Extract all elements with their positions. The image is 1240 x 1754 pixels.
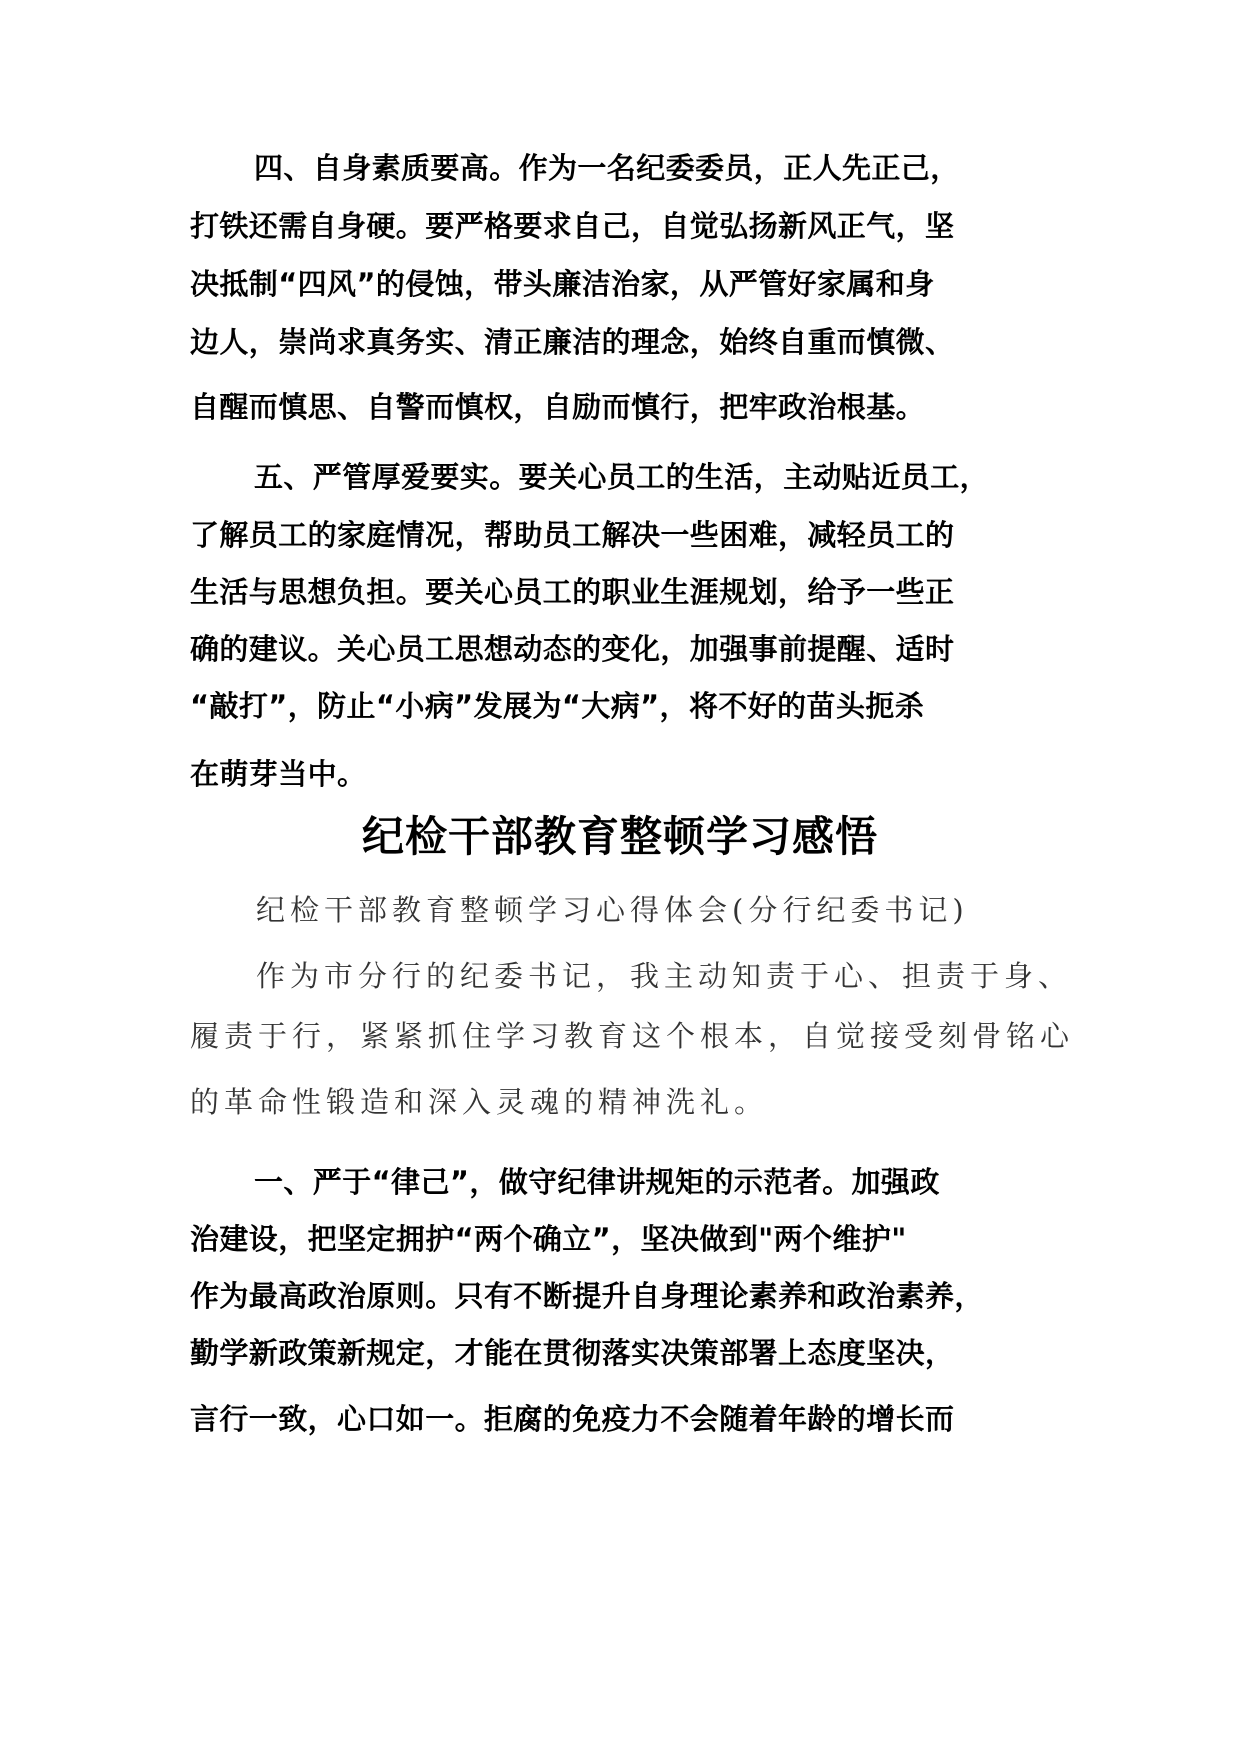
section4-paragraph-line: 打铁还需自身硬。要严格要求自己，自觉弘扬新风正气，坚 (190, 209, 955, 243)
section1-paragraph-line: 作为最高政治原则。只有不断提升自身理论素养和政治素养， (190, 1279, 984, 1313)
section4-paragraph-line: 决抵制“四风”的侵蚀，带头廉洁治家，从严管好家属和身 (190, 267, 935, 301)
section5-paragraph-line: 生活与思想负担。要关心员工的职业生涯规划，给予一些正 (190, 575, 955, 609)
section5-paragraph-line: 在萌芽当中。 (190, 757, 367, 791)
section1-paragraph-line: 一、严于“律己”，做守纪律讲规矩的示范者。加强政 (254, 1165, 940, 1199)
section4-paragraph-line: 边人，崇尚求真务实、清正廉洁的理念，始终自重而慎微、 (190, 325, 955, 359)
intro-paragraph-line: 履责于行，紧紧抓住学习教育这个根本，自觉接受刻骨铭心 (190, 1019, 1075, 1053)
section5-paragraph-line: 五、严管厚爱要实。要关心员工的生活，主动贴近员工， (254, 460, 990, 494)
section5-paragraph-line: 确的建议。关心员工思想动态的变化，加强事前提醒、适时 (190, 632, 955, 666)
article-title: 纪检干部教育整顿学习感悟 (361, 812, 878, 861)
section4-paragraph-line: 四、自身素质要高。作为一名纪委委员，正人先正己， (254, 151, 960, 185)
intro-paragraph-line: 作为市分行的纪委书记，我主动知责于心、担责于身、 (256, 959, 1073, 993)
intro-paragraph-line: 的革命性锻造和深入灵魂的精神洗礼。 (190, 1085, 769, 1119)
section5-paragraph-line: 了解员工的家庭情况，帮助员工解决一些困难，减轻员工的 (190, 518, 955, 552)
section1-paragraph-line: 治建设，把坚定拥护“两个确立”，坚决做到"两个维护" (190, 1222, 907, 1256)
section1-paragraph-line: 勤学新政策新规定，才能在贯彻落实决策部署上态度坚决， (190, 1336, 955, 1370)
article-subtitle: 纪检干部教育整顿学习心得体会(分行纪委书记) (256, 893, 969, 927)
section5-paragraph-line: “敲打”，防止“小病”发展为“大病”，将不好的苗头扼杀 (190, 689, 925, 723)
section4-paragraph-line: 自醒而慎思、自警而慎权，自励而慎行，把牢政治根基。 (190, 390, 926, 424)
section1-paragraph-line: 言行一致，心口如一。拒腐的免疫力不会随着年龄的增长而 (190, 1402, 955, 1436)
